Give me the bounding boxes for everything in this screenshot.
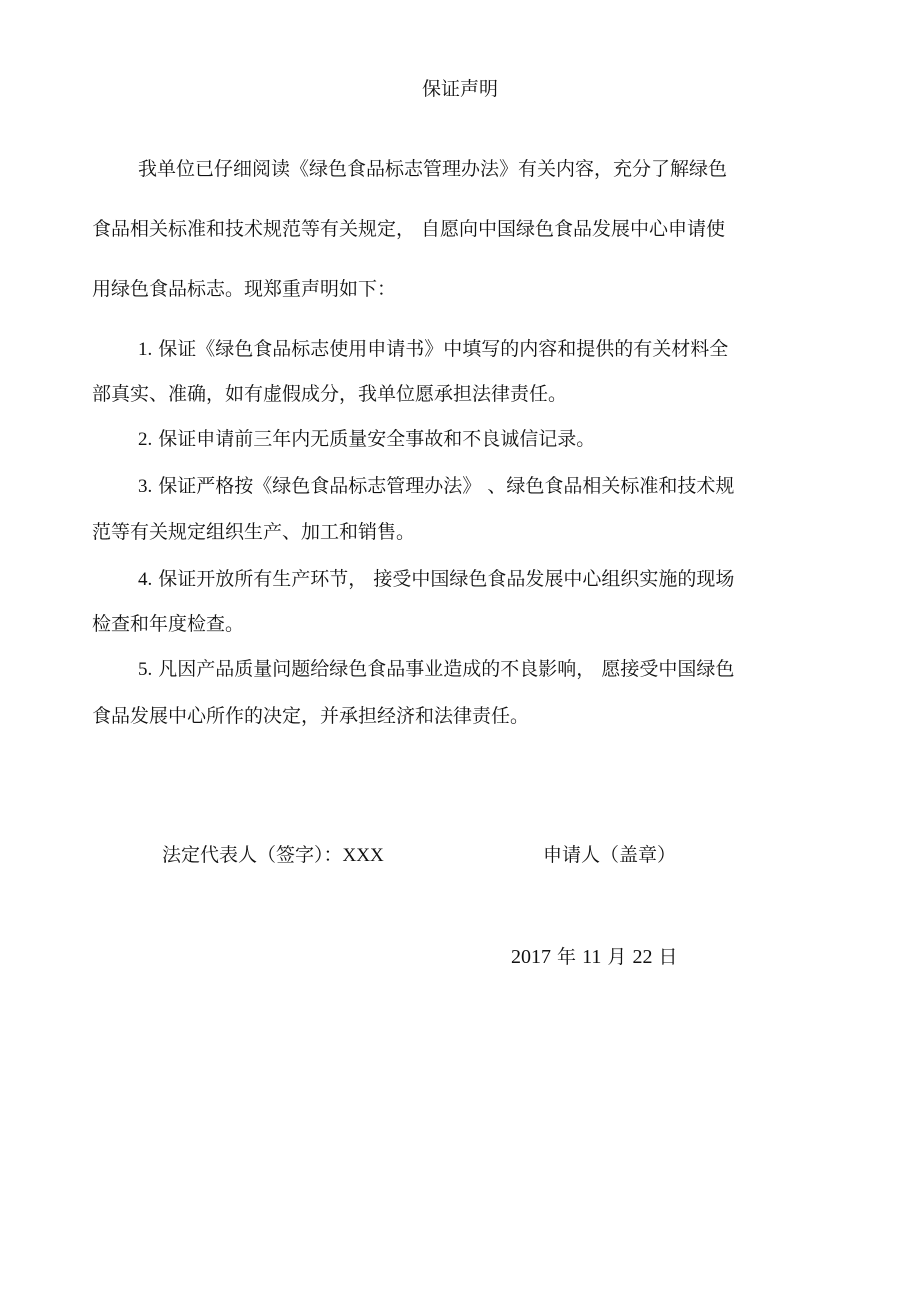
item-3-line-2: 范等有关规定组织生产、加工和销售。 — [92, 521, 416, 543]
date-year-unit: 年 — [557, 946, 577, 968]
item-1-number: 1. — [138, 339, 153, 360]
date-year: 2017 — [511, 946, 551, 968]
intro-line-2: 食品相关标准和技术规范等有关规定， 自愿向中国绿色食品发展中心申请使 — [92, 218, 726, 240]
item-5-number: 5. — [138, 659, 153, 680]
legal-representative-signature — [162, 846, 384, 865]
item-1-line-1 — [138, 340, 728, 359]
date-day: 22 — [632, 946, 653, 968]
item-3-text: 保证严格按《绿色食品标志管理办法》 、绿色食品相关标准和技术规 — [158, 475, 735, 497]
item-4-line-2: 检查和年度检查。 — [92, 613, 245, 635]
item-5-text: 凡因产品质量问题给绿色食品事业造成的不良影响， 愿接受中国绿色 — [158, 658, 735, 680]
item-4-text: 保证开放所有生产环节， 接受中国绿色食品发展中心组织实施的现场 — [158, 568, 735, 590]
item-1-text: 保证《绿色食品标志使用申请书》中填写的内容和提供的有关材料全 — [158, 338, 729, 360]
item-3-number: 3. — [138, 476, 153, 497]
item-5-line-2: 食品发展中心所作的决定，并承担经济和法律责任。 — [92, 705, 530, 727]
date-month: 11 — [582, 946, 602, 968]
intro-line-1: 我单位已仔细阅读《绿色食品标志管理办法》有关内容，充分了解绿色 — [138, 158, 728, 180]
item-3-line-1 — [138, 477, 734, 496]
item-1-line-2: 部真实、准确，如有虚假成分，我单位愿承担法律责任。 — [92, 383, 568, 405]
date-month-unit: 月 — [607, 946, 627, 968]
page-title: 保证声明 — [421, 78, 498, 100]
item-5-line-1 — [138, 660, 734, 679]
applicant-seal-label: 申请人（盖章） — [543, 844, 677, 866]
legal-rep-label: 法定代表人（签字）： — [162, 844, 343, 866]
date-day-unit: 日 — [658, 946, 678, 968]
item-4-number: 4. — [138, 569, 153, 590]
legal-rep-value: XXX — [342, 845, 384, 866]
item-2-text: 保证申请前三年内无质量安全事故和不良诚信记录。 — [158, 428, 596, 450]
item-2-line-1 — [138, 430, 595, 449]
intro-line-3: 用绿色食品标志。现郑重声明如下： — [92, 278, 397, 300]
document-date — [511, 947, 678, 967]
item-4-line-1 — [138, 570, 734, 589]
item-2-number: 2. — [138, 429, 153, 450]
